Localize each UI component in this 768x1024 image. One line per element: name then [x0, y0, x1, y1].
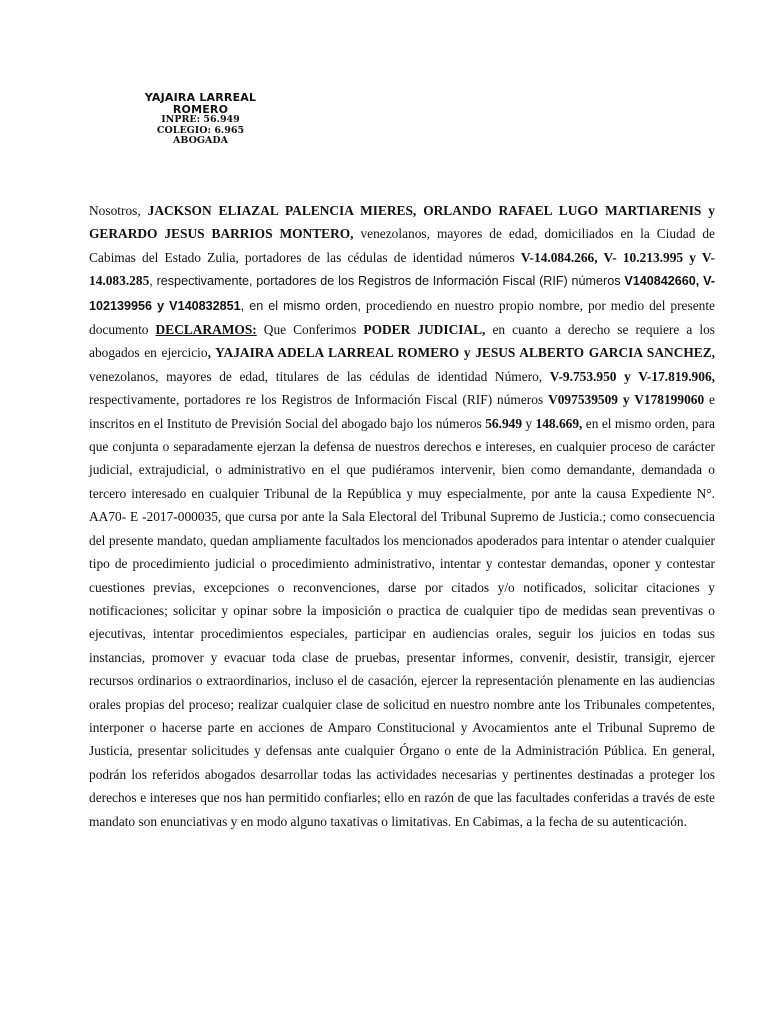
body-text-04: Que Conferimos	[256, 322, 364, 338]
declaramos-heading: DECLARAMOS:	[155, 322, 257, 338]
attorney-rif-numbers: V097539509 y V178199060	[548, 392, 705, 408]
inpre-number-1: 56.949	[485, 415, 523, 431]
body-text-05: en cuanto a derecho se requiere a los abogados en ejercicio	[89, 322, 715, 361]
rif-text: , respectivamente, portadores de los Registros de Información Fiscal (RIF) números	[149, 274, 625, 289]
body-text-06: venezolanos, mayores de edad, titulares de las cédulas de identidad Número,	[89, 368, 550, 384]
colegio-number: COLEGIO: 6.965	[156, 124, 245, 136]
body-text-08: e inscritos en el Instituto de Previsión Social del abogado bajo los números	[89, 392, 715, 431]
attorney-ids: V-9.753.950 y V-17.819.906,	[549, 368, 715, 384]
lawyer-title: ABOGADA	[173, 135, 228, 146]
lawyer-name-line1: YAJAIRA LARREAL	[144, 92, 257, 104]
body-text-10: en el mismo orden, para que conjunta o separadamente ejerzan la defensa de nuestros derechos e intereses, en cualquier proceso de carácter judicial, extrajudicial, o administrativo en el que pudiéramos intervenir, bien como demandante, demandada o tercero interesado en cualquier Tribunal de la República y muy especialmente, por ante la causa Expediente N°. AA70- E -2017-000035, que cursa por ante la Sala Electoral del Tribunal Supremo de Justicia.; como consecuencia del presente mandato, quedan ampliamente facultados los mencionados apoderados para intentar o atender cualquier tipo de procedimiento judicial o procedimiento administrativo, intentar y contestar demandas, oponer y contestar cuestiones previas, excepciones o reconvenciones, darse por citados y/o notificados, solicitar citaciones y notificaciones; solicitar y opinar sobre la imposición o practica de cualquier tipo de medidas sean preventivas o ejecutivas, intentar procedimientos especiales, participar en audiencias orales, seguir los juicios en todas sus instancias, promover y evacuar toda clase de pruebas, presentar informes, convenir, desistir, transigir, ejercer recursos ordinarios o extraordinarios, incluso el de casación, ejercer la representación plenamente en las audiencias orales propias del proceso; realizar cualquier clase de solicitud en nuestro nombre ante los Tribunales competentes, interponer o hacerse parte en acciones de Amparo Constitucional y Avocamientos ante el Tribunal Supremo de Justicia, presentar solicitudes y defensas ante cualquier Órgano o ente de la Administración Pública. En general, podrán los referidos abogados desarrollar todas las actividades necesarias y pertinentes destinadas a proteger los derechos e intereses que nos han permitido confiarles; ello en razón de que las facultades conferidas a través de este mandato son enunciativas y en modo alguno taxativas o limitativas. En Cabimas, a la fecha de su autenticación.	[89, 415, 715, 829]
lawyer-name-line2: ROMERO	[172, 102, 229, 116]
rif-text-end: , en el mismo orden,	[240, 298, 361, 313]
grantor-names: JACKSON ELIAZAL PALENCIA MIERES, ORLANDO RAFAEL LUGO MARTIARENIS y GERARDO JESUS BARRIOS MONTERO,	[89, 203, 715, 242]
attorney-names: , YAJAIRA ADELA LARREAL ROMERO y JESUS ALBERTO GARCIA SANCHEZ,	[207, 345, 716, 361]
body-text-01: Nosotros,	[89, 203, 148, 218]
grantor-ids: V-14.084.266, V- 10.213.995 y V-14.083.285	[89, 249, 715, 289]
body-text-09: y	[522, 415, 536, 431]
grantor-rif-numbers: V140842660, V-102139956 y V140832851	[89, 274, 715, 313]
poder-judicial-label: PODER JUDICIAL,	[363, 322, 486, 338]
body-text-02: venezolanos, mayores de edad, domiciliados en la Ciudad de Cabimas del Estado Zulia, portadores de las cédulas de identidad números	[89, 226, 715, 265]
inpre-number-2: 148.669,	[535, 415, 583, 431]
power-of-attorney-paragraph	[89, 199, 715, 833]
inpre-number: INPRE: 56.949	[161, 114, 240, 125]
body-text-03: procediendo en nuestro propio nombre, por medio del presente documento	[89, 297, 715, 338]
letterhead	[128, 92, 273, 146]
body-text-07: respectivamente, portadores re los Registros de Información Fiscal (RIF) números	[89, 392, 549, 408]
